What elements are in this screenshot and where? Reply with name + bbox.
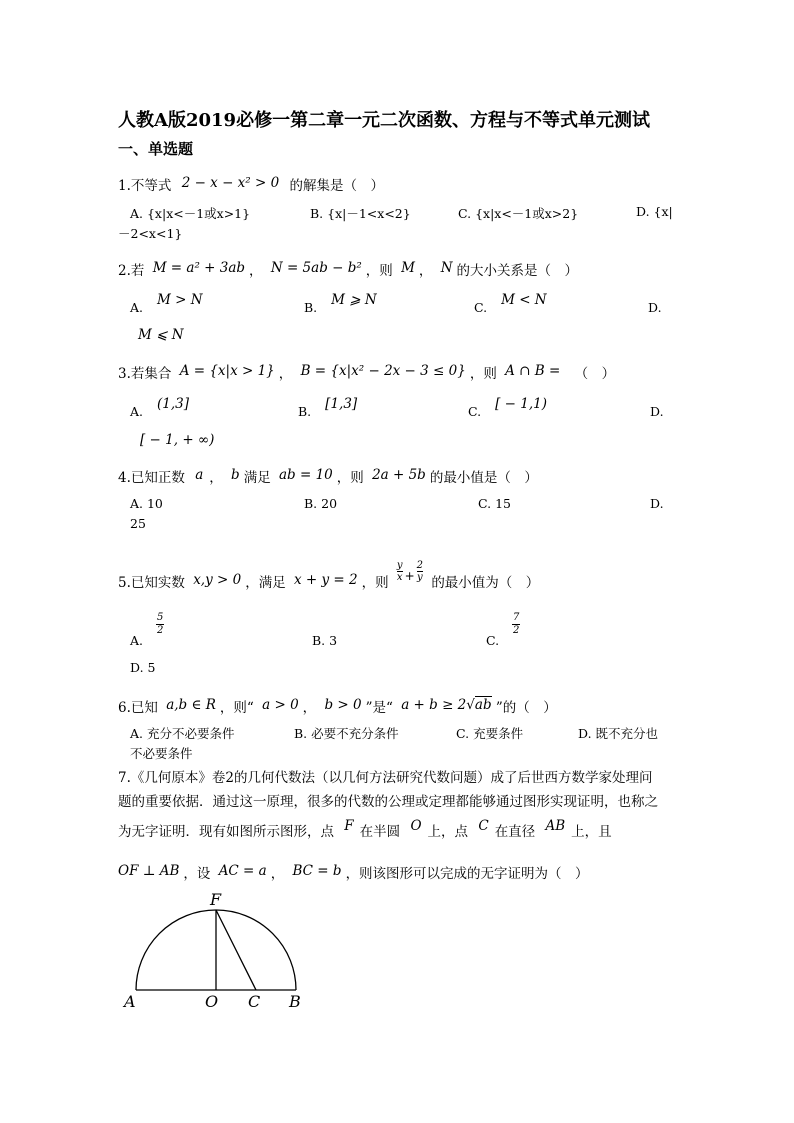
q7-l3b: 在半圆 (359, 824, 401, 840)
q6-cond-b: b > 0 (324, 697, 362, 713)
q2-var-m: M (401, 260, 415, 276)
q6-option-b[interactable]: B. 必要不充分条件 (294, 726, 399, 741)
q5-c-den: 2 (513, 625, 520, 636)
q7-diameter-ab: AB (545, 818, 566, 834)
q6-mid2: ”是“ (365, 700, 393, 716)
q5-prefix: 5.已知实数 (118, 575, 185, 591)
q4-prefix: 4.已知正数 (118, 470, 185, 486)
q5-option-b[interactable]: B. 3 (312, 633, 338, 648)
q4-mid2: ，则 (336, 470, 364, 486)
semicircle-figure (110, 885, 320, 1015)
q2-formula-m: M = a² + 3ab (152, 260, 246, 276)
q2-mid: ，则 (365, 263, 393, 279)
question-5-stem (118, 559, 540, 596)
q4-option-b[interactable]: B. 20 (304, 496, 338, 511)
page-title: 人教A版2019必修一第二章一元二次函数、方程与不等式单元测试 (118, 110, 651, 131)
q3-option-b[interactable] (298, 396, 358, 420)
q2-b-formula: M ⩾ N (331, 292, 377, 308)
question-1-stem (118, 174, 384, 194)
q5-condition-1: x,y > 0 (193, 572, 242, 588)
q2-sep2: ， (418, 263, 433, 279)
q2-option-a[interactable] (130, 292, 203, 316)
q5-option-c-fraction (512, 612, 520, 637)
q6-ineq-left: a + b ≥ 2 (401, 697, 467, 713)
section-heading: 一、单选题 (118, 140, 194, 158)
q1-suffix: 的解集是（ ） (289, 178, 384, 194)
q5-option-c[interactable]: C. (486, 633, 500, 648)
q7-perp: OF ⊥ AB (118, 863, 180, 879)
q7-l3c: 上，点 (427, 824, 469, 840)
q5-a-den: 2 (157, 625, 164, 636)
segment-fc (216, 910, 256, 990)
q1-prefix: 1.不等式 (118, 178, 172, 194)
question-6-stem (118, 696, 557, 716)
q7-l3d: 在直径 (494, 824, 536, 840)
q1-option-d-cont: －2<x<1} (118, 226, 183, 241)
q4-var-a: a (195, 467, 204, 483)
q1-option-d[interactable]: D. {x| (636, 204, 673, 219)
q3-option-a[interactable] (130, 396, 190, 420)
q6-option-c[interactable]: C. 充要条件 (456, 726, 524, 741)
q7-point-c: C (478, 818, 489, 834)
q7-point-f: F (344, 818, 354, 834)
q5-plus: + (404, 568, 415, 583)
q5-mid2: ，则 (361, 575, 389, 591)
q5-f2-den: y (417, 571, 423, 583)
q6-suffix: ”的（ ） (495, 700, 557, 716)
q6-inequality (401, 697, 491, 713)
q5-f1-den: x (396, 571, 403, 583)
q5-suffix: 的最小值为（ ） (431, 575, 540, 591)
q5-c-num: 7 (513, 612, 520, 623)
q2-option-d-formula: M ⩽ N (138, 327, 184, 343)
label-f: F (210, 890, 222, 909)
label-a: A (124, 992, 136, 1011)
q5-fraction-1 (397, 560, 403, 583)
q1-formula: 2 − x − x² > 0 (181, 175, 280, 191)
q5-condition-2: x + y = 2 (294, 572, 358, 588)
q3-option-d[interactable]: D. (650, 404, 664, 419)
q6-prefix: 6.已知 (118, 700, 158, 716)
q6-option-d-cont: 不必要条件 (130, 746, 193, 761)
q7-line-2: 题的重要依据．通过这一原理，很多的代数的公理或定理都能够通过图形实现证明，也称之 (118, 794, 658, 810)
q4-option-d-cont: 25 (130, 516, 146, 531)
q3-c-formula: [ − 1,1) (495, 396, 547, 412)
q6-condition: a,b ∈ R (166, 697, 216, 713)
q5-fraction-2 (417, 560, 423, 583)
q1-option-c[interactable]: C. {x|x<－1或x>2} (458, 206, 579, 221)
label-b: B (289, 992, 301, 1011)
q3-suffix: （ ） (574, 366, 616, 382)
q2-formula-n: N = 5ab − b² (270, 260, 362, 276)
q4-condition: ab = 10 (279, 467, 333, 483)
label-o: O (205, 992, 219, 1011)
q1-option-b[interactable]: B. {x|－1<x<2} (310, 206, 411, 221)
q7-l4b: ， (270, 866, 285, 882)
question-2-stem (118, 259, 578, 279)
q2-a-label: A. (130, 300, 144, 315)
q2-option-d[interactable]: D. (648, 300, 662, 315)
q1-option-a[interactable]: A. {x|x<－1或x>1} (130, 206, 251, 221)
q6-radicand: ab (474, 697, 492, 713)
q3-a-label: A. (130, 404, 144, 419)
q7-ac: AC = a (218, 863, 267, 879)
q5-a-num: 5 (157, 612, 164, 623)
q7-l4c: ，则该图形可以完成的无字证明为（ ） (345, 866, 589, 882)
q6-option-a[interactable]: A. 充分不必要条件 (130, 726, 235, 741)
q7-circle-o: O (410, 818, 422, 834)
q3-a-formula: (1,3] (157, 396, 190, 412)
question-4-stem (118, 466, 538, 486)
q4-sep: ， (209, 470, 223, 486)
q3-prefix: 3.若集合 (118, 366, 172, 382)
q7-l3a: 为无字证明．现有如图所示图形，点 (118, 824, 334, 840)
q2-option-c[interactable] (474, 292, 547, 316)
q4-option-d[interactable]: D. (650, 496, 664, 511)
q5-f1-num: y (396, 559, 403, 571)
q4-var-b: b (231, 467, 240, 483)
q4-mid: 满足 (243, 470, 271, 486)
q3-set-b: B = {x|x² − 2x − 3 ≤ 0} (300, 363, 466, 379)
q6-sep: ， (302, 700, 317, 716)
q3-option-d-formula: [ − 1, + ∞) (140, 432, 215, 448)
sqrt-icon: √ (466, 697, 475, 713)
q2-var-n: N (440, 260, 453, 276)
q7-line-1: 7.《几何原本》卷2的几何代数法（以几何方法研究代数问题）成了后世西方数学家处理问 (118, 770, 653, 786)
q2-c-formula: M < N (501, 292, 547, 308)
q3-mid: ，则 (469, 366, 497, 382)
q5-option-a[interactable]: A. (130, 633, 144, 648)
q4-suffix: 的最小值是（ ） (429, 470, 538, 486)
q3-intersection: A ∩ B = (505, 363, 561, 379)
q5-f2-num: 2 (416, 559, 424, 571)
q2-a-formula: M > N (157, 292, 203, 308)
q3-sep: ， (278, 366, 293, 382)
q4-option-a[interactable]: A. 10 (130, 496, 163, 511)
q7-l3e: 上，且 (571, 824, 612, 840)
label-c: C (248, 992, 261, 1011)
q2-option-b[interactable] (304, 292, 377, 316)
q5-option-a-fraction (156, 612, 164, 637)
q7-line-4 (118, 862, 589, 882)
q2-prefix: 2.若 (118, 263, 145, 279)
question-3-stem (118, 362, 615, 382)
q3-c-label: C. (468, 404, 482, 419)
q7-l4a: ，设 (183, 866, 211, 882)
q5-option-d[interactable]: D. 5 (130, 660, 156, 675)
q7-bc: BC = b (292, 863, 342, 879)
q4-expression: 2a + 5b (372, 467, 426, 483)
q3-b-label: B. (298, 404, 312, 419)
q3-option-c[interactable] (468, 396, 547, 420)
q6-option-d[interactable]: D. 既不充分也 (578, 726, 659, 741)
q2-b-label: B. (304, 300, 318, 315)
q2-sep: ， (249, 263, 263, 279)
q6-cond-a: a > 0 (262, 697, 299, 713)
q2-c-label: C. (474, 300, 488, 315)
q7-line-3 (118, 820, 612, 840)
q3-set-a: A = {x|x > 1} (179, 363, 275, 379)
q6-mid: ，则“ (219, 700, 254, 716)
q3-b-formula: [1,3] (325, 396, 358, 412)
q5-mid: ，满足 (245, 575, 286, 591)
q5-expression (397, 560, 423, 584)
q4-option-c[interactable]: C. 15 (478, 496, 511, 511)
q2-suffix: 的大小关系是（ ） (456, 263, 579, 279)
